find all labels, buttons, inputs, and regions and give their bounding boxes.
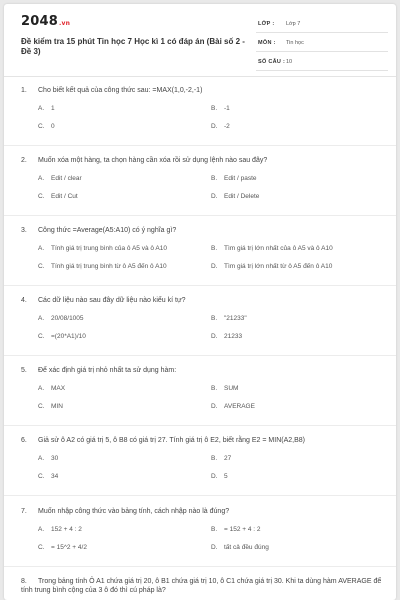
header-divider: [4, 76, 396, 77]
question-text: [21, 436, 383, 445]
info-label: MÔN :: [258, 40, 276, 46]
question-text: [21, 366, 383, 375]
option-letter: D.: [211, 193, 218, 200]
question-divider: [4, 145, 396, 146]
option-text: 5: [224, 473, 228, 480]
option-letter: A.: [38, 175, 45, 182]
page-title: Đề kiểm tra 15 phút Tin học 7 Học kì 1 có đáp án (Bài số 2 - Đề 3): [21, 37, 245, 56]
option-text: 21233: [224, 333, 243, 340]
question-divider: [4, 495, 396, 496]
document-page: [4, 4, 396, 600]
answer-option[interactable]: [38, 525, 208, 534]
question-number: 3.: [21, 227, 27, 234]
option-letter: C.: [38, 193, 45, 200]
info-row-subject: [256, 37, 388, 52]
option-text: -2: [224, 123, 230, 130]
answer-option[interactable]: [211, 472, 381, 481]
info-label: SỐ CÂU :: [258, 59, 286, 65]
option-text: Edit / paste: [224, 175, 257, 182]
question-text: [21, 226, 383, 235]
option-letter: D.: [211, 123, 218, 130]
question-number: 1.: [21, 87, 27, 94]
option-text: = 152 + 4 : 2: [224, 526, 261, 533]
question-prompt: Các dữ liệu nào sau đây dữ liệu nào kiểu kí tự?: [38, 297, 186, 304]
answer-option[interactable]: [38, 262, 208, 271]
logo-suffix: .vn: [58, 20, 71, 27]
question-divider: [4, 425, 396, 426]
option-letter: C.: [38, 473, 45, 480]
question-prompt: Để xác định giá trị nhỏ nhất ta sử dụng hàm:: [38, 367, 177, 374]
option-letter: B.: [211, 455, 218, 462]
question-text: [21, 156, 383, 165]
question-number: 4.: [21, 297, 27, 304]
info-label: LỚP :: [258, 21, 275, 27]
option-text: 34: [51, 473, 59, 480]
question-divider: [4, 355, 396, 356]
question-prompt: Cho biết kết quả của công thức sau: =MAX(1,0,-2,-1): [38, 87, 203, 94]
answer-option[interactable]: [38, 314, 208, 323]
answer-option[interactable]: [38, 454, 208, 463]
answer-option[interactable]: [211, 525, 381, 534]
option-letter: D.: [211, 473, 218, 480]
option-letter: D.: [211, 263, 218, 270]
option-letter: C.: [38, 544, 45, 551]
question-number: 5.: [21, 367, 27, 374]
answer-option[interactable]: [211, 262, 381, 271]
option-text: 0: [51, 123, 55, 130]
answer-option[interactable]: [38, 472, 208, 481]
answer-option[interactable]: [211, 314, 381, 323]
answer-option[interactable]: [38, 543, 208, 552]
question-text: [21, 507, 383, 516]
question-prompt: Muốn nhập công thức vào bảng tính, cách nhập nào là đúng?: [38, 508, 230, 515]
option-text: Edit / Delete: [224, 193, 260, 200]
question-prompt: Muốn xóa một hàng, ta chọn hàng cần xóa rồi sử dụng lệnh nào sau đây?: [38, 157, 268, 164]
option-letter: A.: [38, 315, 45, 322]
answer-option[interactable]: [211, 402, 381, 411]
answer-option[interactable]: [211, 104, 381, 113]
answer-option[interactable]: [38, 174, 208, 183]
question-text: [21, 296, 383, 305]
option-letter: B.: [211, 245, 218, 252]
option-text: 20/08/1005: [51, 315, 84, 322]
option-letter: A.: [38, 526, 45, 533]
option-letter: A.: [38, 245, 45, 252]
question-divider: [4, 215, 396, 216]
option-text: 30: [51, 455, 59, 462]
option-text: =(20*A1)/10: [51, 333, 86, 340]
option-letter: A.: [38, 105, 45, 112]
info-value: 10: [286, 59, 293, 65]
option-text: Edit / Cut: [51, 193, 78, 200]
page-header: [4, 4, 396, 77]
question-text: [21, 86, 383, 95]
option-text: -1: [224, 105, 230, 112]
option-text: Tính giá trị trung bình từ ô A5 đến ô A10: [51, 263, 167, 270]
option-letter: B.: [211, 315, 218, 322]
option-text: 1: [51, 105, 55, 112]
question-prompt: Trong bảng tính Ô A1 chứa giá trị 20, ô B1 chứa giá trị 10, ô C1 chứa giá trị 30. Khi ta dùng hàm AVERAGE để tính trung bình cộng của 3 ô đó thì cú pháp là?: [21, 578, 382, 594]
answer-option[interactable]: [211, 244, 381, 253]
answer-option[interactable]: [211, 174, 381, 183]
info-row-class: [256, 18, 388, 33]
option-letter: C.: [38, 123, 45, 130]
option-text: MAX: [51, 385, 66, 392]
exam-info: [256, 18, 388, 75]
option-text: tất cả đều đúng: [224, 544, 269, 551]
option-text: Tính giá trị trung bình của ô A5 và ô A10: [51, 245, 167, 252]
option-letter: C.: [38, 263, 45, 270]
question-prompt: Công thức =Average(A5:A10) có ý nghĩa gì?: [38, 227, 177, 234]
option-letter: D.: [211, 333, 218, 340]
option-text: = 15^2 + 4/2: [51, 544, 87, 551]
answer-option[interactable]: [38, 104, 208, 113]
question-number: 6.: [21, 437, 27, 444]
option-text: AVERAGE: [224, 403, 255, 410]
option-text: "21233": [224, 315, 247, 322]
question-divider: [4, 285, 396, 286]
option-text: Tìm giá trị lớn nhất từ ô A5 đến ô A10: [224, 263, 333, 270]
question-number: 2.: [21, 157, 27, 164]
option-letter: B.: [211, 105, 218, 112]
info-row-count: [256, 56, 388, 71]
answer-option[interactable]: [38, 402, 208, 411]
option-letter: A.: [38, 455, 45, 462]
info-value: Tin học: [286, 40, 304, 46]
option-letter: A.: [38, 385, 45, 392]
option-letter: B.: [211, 385, 218, 392]
option-letter: C.: [38, 403, 45, 410]
option-letter: D.: [211, 544, 218, 551]
answer-option[interactable]: [211, 122, 381, 131]
logo-text: 2048: [21, 14, 58, 29]
question-number: 7.: [21, 508, 27, 515]
question-divider: [4, 566, 396, 567]
option-text: SUM: [224, 385, 239, 392]
option-text: 152 + 4 : 2: [51, 526, 82, 533]
question-number: 8.: [21, 578, 27, 585]
info-value: Lớp 7: [286, 21, 301, 27]
answer-option[interactable]: [38, 332, 208, 341]
option-text: MIN: [51, 403, 63, 410]
answer-option[interactable]: [211, 332, 381, 341]
option-text: Tìm giá trị lớn nhất của ô A5 và ô A10: [224, 245, 333, 252]
question-text: [21, 577, 383, 595]
option-letter: B.: [211, 175, 218, 182]
answer-option[interactable]: [211, 543, 381, 552]
answer-option[interactable]: [38, 122, 208, 131]
answer-option[interactable]: [38, 384, 208, 393]
answer-option[interactable]: [211, 192, 381, 201]
answer-option[interactable]: [38, 192, 208, 201]
question-prompt: Giả sử ô A2 có giá trị 5, ô B8 có giá trị 27. Tính giá trị ô E2, biết rằng E2 = MIN(A2,B8): [38, 437, 305, 444]
answer-option[interactable]: [38, 244, 208, 253]
option-letter: C.: [38, 333, 45, 340]
option-text: 27: [224, 455, 232, 462]
site-logo[interactable]: [21, 14, 70, 29]
answer-option[interactable]: [211, 384, 381, 393]
option-letter: B.: [211, 526, 218, 533]
option-letter: D.: [211, 403, 218, 410]
option-text: Edit / clear: [51, 175, 82, 182]
answer-option[interactable]: [211, 454, 381, 463]
